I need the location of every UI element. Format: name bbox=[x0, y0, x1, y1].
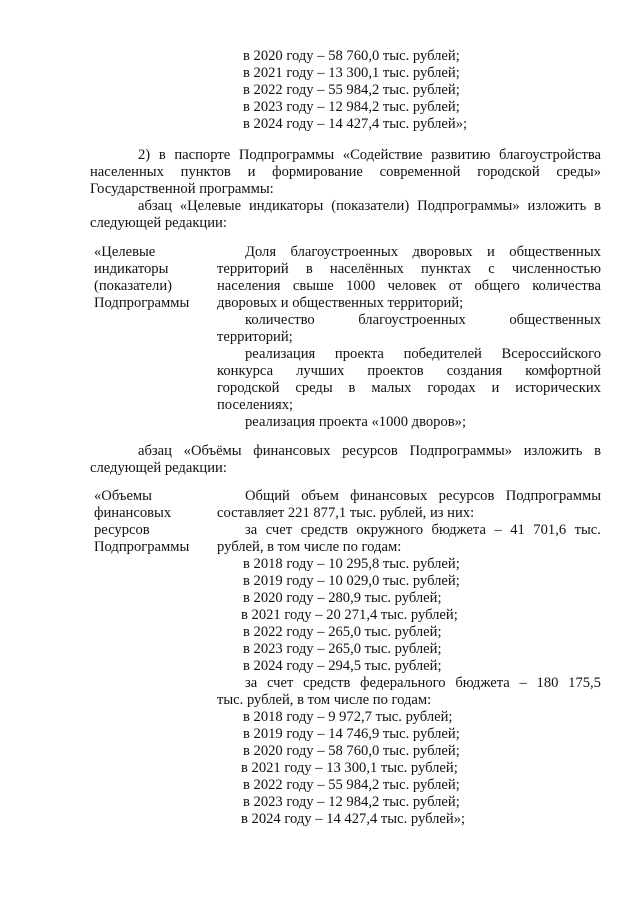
federal-year-item: в 2022 году – 55 984,2 тыс. рублей; bbox=[243, 777, 460, 793]
federal-year-item: в 2019 году – 14 746,9 тыс. рублей; bbox=[243, 726, 460, 742]
finance-federal: за счет средств федерального бюджета – 180 175,5 bbox=[245, 675, 601, 691]
finance-label-line: Подпрограммы bbox=[94, 539, 190, 555]
district-year-item: в 2019 году – 10 029,0 тыс. рублей; bbox=[243, 573, 460, 589]
top-list-item: в 2021 году – 13 300,1 тыс. рублей; bbox=[243, 65, 460, 81]
indicators-line: реализация проекта «1000 дворов»; bbox=[245, 414, 466, 430]
indicators-label-line: (показатели) bbox=[94, 278, 172, 294]
para1-line2: населенных пунктов и формирование современной городской среды» bbox=[90, 164, 601, 180]
para1-line1: 2) в паспорте Подпрограммы «Содействие развитию благоустройства bbox=[138, 147, 601, 163]
indicators-line: Доля благоустроенных дворовых и общественных bbox=[245, 244, 601, 260]
indicators-line: поселениях; bbox=[217, 397, 294, 413]
indicators-line: конкурса лучших проектов создания комфортной bbox=[217, 363, 601, 379]
finance-district: за счет средств окружного бюджета – 41 701,6 тыс. bbox=[245, 522, 601, 538]
para2-line1: абзац «Целевые индикаторы (показатели) Подпрограммы» изложить в bbox=[138, 198, 601, 214]
district-year-item: в 2024 году – 294,5 тыс. рублей; bbox=[243, 658, 442, 674]
indicators-line: территорий; bbox=[217, 329, 293, 345]
indicators-label-line: индикаторы bbox=[94, 261, 169, 277]
finance-district: рублей, в том числе по годам: bbox=[217, 539, 402, 555]
top-list-item: в 2020 году – 58 760,0 тыс. рублей; bbox=[243, 48, 460, 64]
finance-label-line: «Объемы bbox=[94, 488, 152, 504]
finance-label-line: финансовых bbox=[94, 505, 172, 521]
para3-line2: следующей редакции: bbox=[90, 460, 227, 476]
district-year-item: в 2022 году – 265,0 тыс. рублей; bbox=[243, 624, 442, 640]
district-year-item: в 2018 году – 10 295,8 тыс. рублей; bbox=[243, 556, 460, 572]
para2-line2: следующей редакции: bbox=[90, 215, 227, 231]
indicators-line: территорий в населённых пунктах с численностью bbox=[217, 261, 601, 277]
top-list-item: в 2023 году – 12 984,2 тыс. рублей; bbox=[243, 99, 460, 115]
indicators-line: городской среды в малых городах и исторических bbox=[217, 380, 601, 396]
indicators-label-line: «Целевые bbox=[94, 244, 156, 260]
finance-intro: Общий объем финансовых ресурсов Подпрограммы bbox=[245, 488, 601, 504]
federal-year-item: в 2018 году – 9 972,7 тыс. рублей; bbox=[243, 709, 453, 725]
district-year-item: в 2020 году – 280,9 тыс. рублей; bbox=[243, 590, 442, 606]
para1-line3: Государственной программы: bbox=[90, 181, 274, 197]
indicators-label-line: Подпрограммы bbox=[94, 295, 190, 311]
finance-intro: составляет 221 877,1 тыс. рублей, из них: bbox=[217, 505, 475, 521]
finance-federal: тыс. рублей, в том числе по годам: bbox=[217, 692, 432, 708]
indicators-line: населения свыше 1000 человек от общего количества bbox=[217, 278, 601, 294]
district-year-item: в 2023 году – 265,0 тыс. рублей; bbox=[243, 641, 442, 657]
federal-year-item: в 2023 году – 12 984,2 тыс. рублей; bbox=[243, 794, 460, 810]
para3-line1: абзац «Объёмы финансовых ресурсов Подпрограммы» изложить в bbox=[138, 443, 601, 459]
federal-year-item: в 2021 году – 13 300,1 тыс. рублей; bbox=[241, 760, 458, 776]
top-list-item: в 2024 году – 14 427,4 тыс. рублей»; bbox=[243, 116, 468, 132]
indicators-line: дворовых и общественных территорий; bbox=[217, 295, 464, 311]
indicators-line: количество благоустроенных общественных bbox=[245, 312, 601, 328]
finance-label-line: ресурсов bbox=[94, 522, 150, 538]
top-list-item: в 2022 году – 55 984,2 тыс. рублей; bbox=[243, 82, 460, 98]
district-year-item: в 2021 году – 20 271,4 тыс. рублей; bbox=[241, 607, 458, 623]
indicators-line: реализация проекта победителей Всероссийского bbox=[245, 346, 601, 362]
federal-year-item: в 2024 году – 14 427,4 тыс. рублей»; bbox=[241, 811, 466, 827]
federal-year-item: в 2020 году – 58 760,0 тыс. рублей; bbox=[243, 743, 460, 759]
